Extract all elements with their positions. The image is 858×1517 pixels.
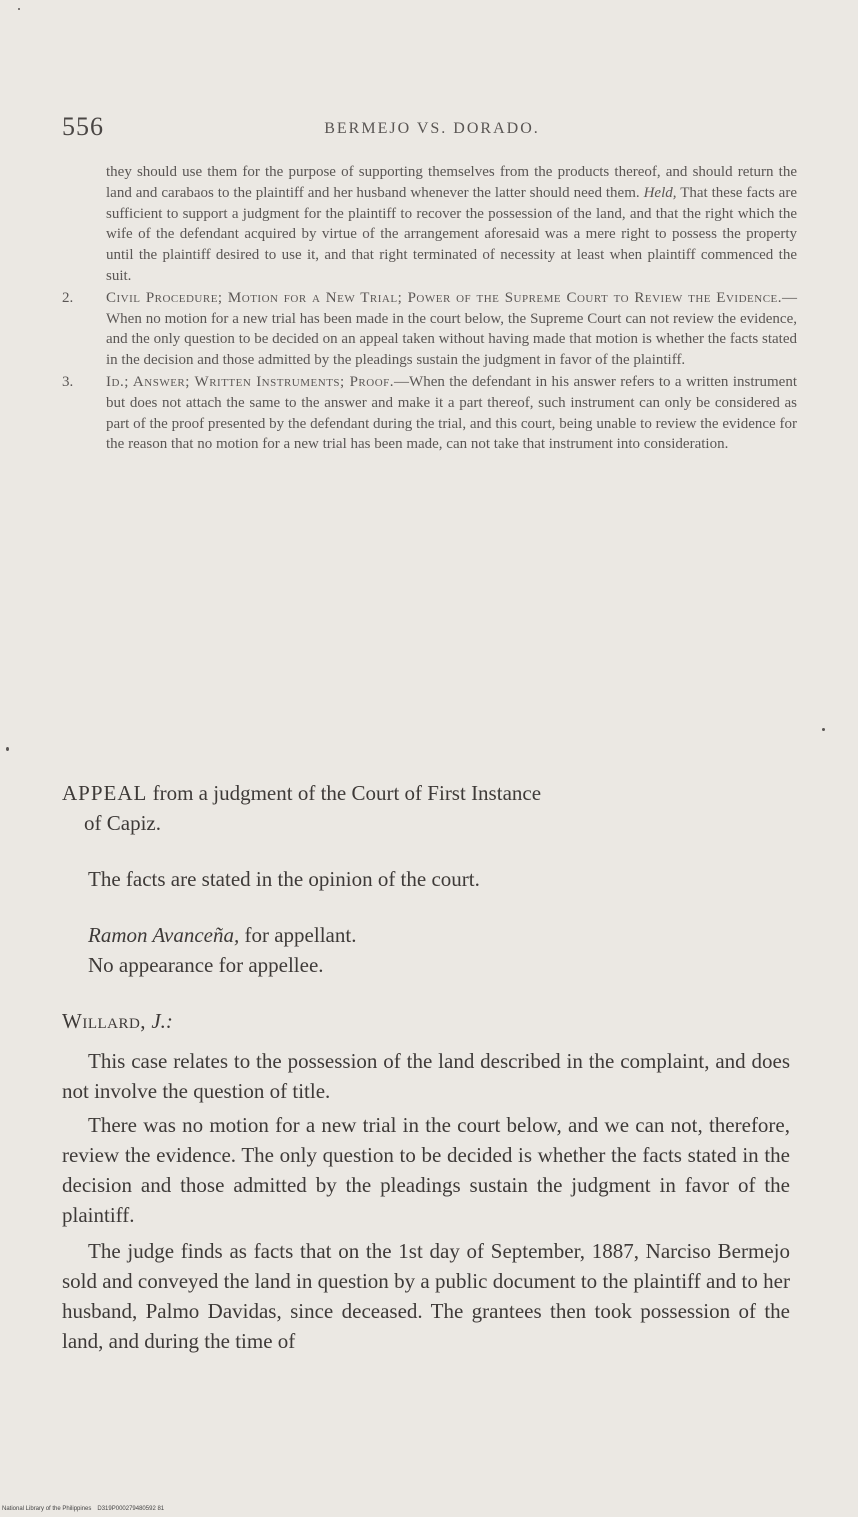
syllabus-item-heading: Id.; Answer; Written Instruments; Proof. — [106, 373, 395, 390]
syllabus-item-text: —When no motion for a new trial has been made in the court below, the Supreme Court can not review the evidence, and the only question to be decided on an appeal taken without having made that motion is whether the facts stated in the decision and those admitted by the pleadings sustain the judgment in favor of the plaintiff. — [106, 289, 797, 369]
scan-code: D319P000279480592 81 — [97, 1506, 165, 1512]
counsel-appellee: No appearance for appellee. — [88, 953, 324, 977]
opinion-body — [62, 778, 790, 1356]
syllabus-item-text: —When the defendant in his answer refers to a written instrument but does not attach the same to the answer and make it a part thereof, such instrument can only be considered as part of the proof presented by the defendant during the trial, and this court, being unable to review the evidence for the reason that no motion for a new trial has been made, can not take that instrument into consideration. — [106, 373, 797, 453]
scan-speck — [6, 747, 9, 751]
appeal-lead: APPEAL — [62, 781, 148, 805]
syllabus-item-number: 3. — [62, 373, 74, 390]
scan-speck — [18, 8, 20, 10]
syllabus-continuation: they should use them for the purpose of supporting themselves from the products thereof, and should return the land and carabaos to the plaintiff and her husband whenever the latter should need them. Held, That these facts are sufficient to support a judgment for the plaintiff to recover the possession of the land, and that the right which the wife of the defendant acquired by virtue of the arrangement aforesaid was a mere right to possess the property until the plaintiff desired to use it, and that right terminated of necessity at least when plaintiff commenced the suit. — [106, 164, 797, 284]
opinion-paragraph: There was no motion for a new trial in the court below, and we can not, therefore, review the evidence. The only question to be decided is whether the facts stated in the decision and those admitted by the pleadings sustain the judgment in favor of the plaintiff. — [62, 1113, 790, 1227]
library-credit: National Library of the Philippines — [2, 1506, 92, 1512]
facts-line: The facts are stated in the opinion of the court. — [88, 867, 480, 891]
appeal-statement: APPEAL from a judgment of the Court of First Instance — [62, 781, 542, 805]
syllabus-item-heading: Civil Procedure; Motion for a New Trial; Power of the Supreme Court to Review the Evidence. — [106, 289, 782, 306]
opinion-paragraph: This case relates to the possession of the land described in the complaint, and does not involve the question of title. — [62, 1049, 790, 1103]
page-header — [62, 112, 802, 146]
scan-speck — [822, 728, 825, 731]
scan-footer — [2, 1506, 164, 1512]
page-number: 556 — [62, 112, 104, 141]
appeal-statement-continuation: of Capiz. — [84, 811, 161, 835]
syllabus — [62, 162, 797, 455]
counsel-name: Ramon Avanceña, — [88, 923, 240, 947]
justice-name: Willard, — [62, 1009, 147, 1033]
held-label: Held, — [643, 184, 677, 201]
running-title: BERMEJO VS. DORADO. — [324, 120, 540, 137]
opinion-paragraph: The judge finds as facts that on the 1st day of September, 1887, Narciso Bermejo sold and conveyed the land in question by a public document to the plaintiff and to her husband, Palmo Davidas, since deceased. The grantees then took possession of the land, and during the time of — [62, 1239, 790, 1353]
syllabus-item-2 — [62, 288, 797, 371]
justice-heading: Willard, J.: — [62, 1009, 173, 1033]
counsel-appellant: Ramon Avanceña, for appellant. — [88, 923, 357, 947]
syllabus-item-3 — [62, 372, 797, 455]
syllabus-item-number: 2. — [62, 289, 74, 306]
